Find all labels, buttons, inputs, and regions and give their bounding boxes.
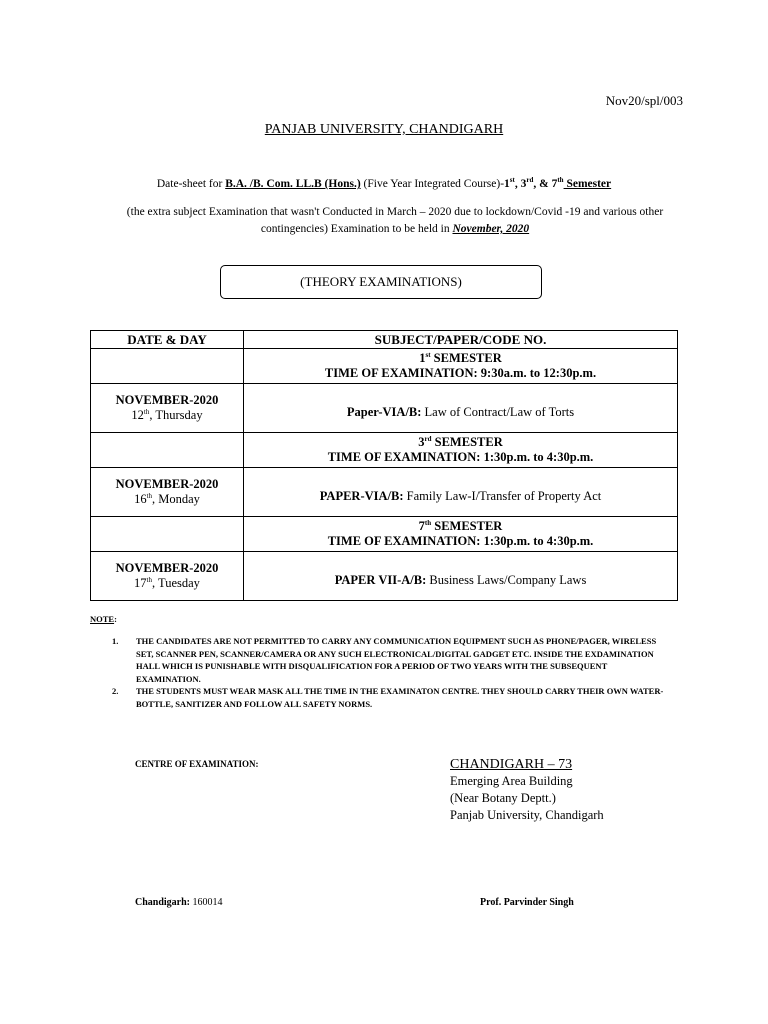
exam-row [91,384,678,433]
address-line: Panjab University, Chandigarh [450,808,604,822]
header-subject: SUBJECT/PAPER/CODE NO. [244,331,678,349]
table-header-row [91,331,678,349]
university-title: PANJAB UNIVERSITY, CHANDIGARH [264,122,504,137]
address-line: Emerging Area Building [450,774,573,788]
semester-row [91,433,678,468]
centre-label: CENTRE OF EXAMINATION: [135,759,259,769]
date-cell: NOVEMBER-2020 16th, Monday [91,468,244,517]
header-date-day: DATE & DAY [91,331,244,349]
centre-city: CHANDIGARH – 73 [450,757,573,772]
theory-examinations-box [220,265,542,299]
date-cell: NOVEMBER-2020 12th, Thursday [91,384,244,433]
date-cell: NOVEMBER-2020 17th, Tuesday [91,552,244,601]
signatory: Prof. Parvinder Singh [480,897,574,908]
centre-address [450,756,604,824]
semester-cell: 7th SEMESTER TIME OF EXAMINATION: 1:30p.m. to 4:30p.m. [244,517,678,552]
exam-row [91,552,678,601]
datesheet-heading: Date-sheet for B.A. /B. Com. LL.B (Hons.) (Five Year Integrated Course)-1st, 3rd, & 7th Semester [156,176,612,190]
semester-cell: 1st SEMESTER TIME OF EXAMINATION: 9:30a.m. to 12:30p.m. [244,349,678,384]
schedule-table [90,330,678,601]
exam-description: (the extra subject Examination that wasn't Conducted in March – 2020 due to lockdown/Covid -19 and various other contingencies) Examination to be held in November, 2020 [126,206,664,235]
semester-row [91,349,678,384]
semester-cell: 3rd SEMESTER TIME OF EXAMINATION: 1:30p.m. to 4:30p.m. [244,433,678,468]
footer-place: Chandigarh: 160014 [135,897,223,908]
document-reference: Nov20/spl/003 [605,93,683,108]
paper-cell: Paper-VIA/B: Law of Contract/Law of Torts [244,384,678,433]
list-item: 1. THE CANDIDATES ARE NOT PERMITTED TO CARRY ANY COMMUNICATION EQUIPMENT SUCH AS PHONE/PAGER, WIRELESS SET, SCANNER PEN, SCANNER/CAMERA OR ANY SUCH ELECTRONICAL/DIGITAL GADGET ETC. INSIDE THE EXDAMINATION HALL WHICH IS PUNISHABLE WITH DISQUALIFICATION FOR A PERIOD OF TWO YEARS WITH THE SUBSEQUENT EXAMINATION. [112,636,657,684]
semester-row [91,517,678,552]
address-line: (Near Botany Deptt.) [450,791,556,805]
theory-examinations-label: (THEORY EXAMINATIONS) [300,274,462,289]
note-list [112,635,672,710]
paper-cell: PAPER VII-A/B: Business Laws/Company Laws [244,552,678,601]
exam-row [91,468,678,517]
note-label: NOTE: [90,614,117,624]
list-item: 2. THE STUDENTS MUST WEAR MASK ALL THE TIME IN THE EXAMINATON CENTRE. THEY SHOULD CARRY THEIR OWN WATER-BOTTLE, SANITIZER AND FOLLOW ALL SAFETY NORMS. [112,686,664,709]
paper-cell: PAPER-VIA/B: Family Law-I/Transfer of Property Act [244,468,678,517]
